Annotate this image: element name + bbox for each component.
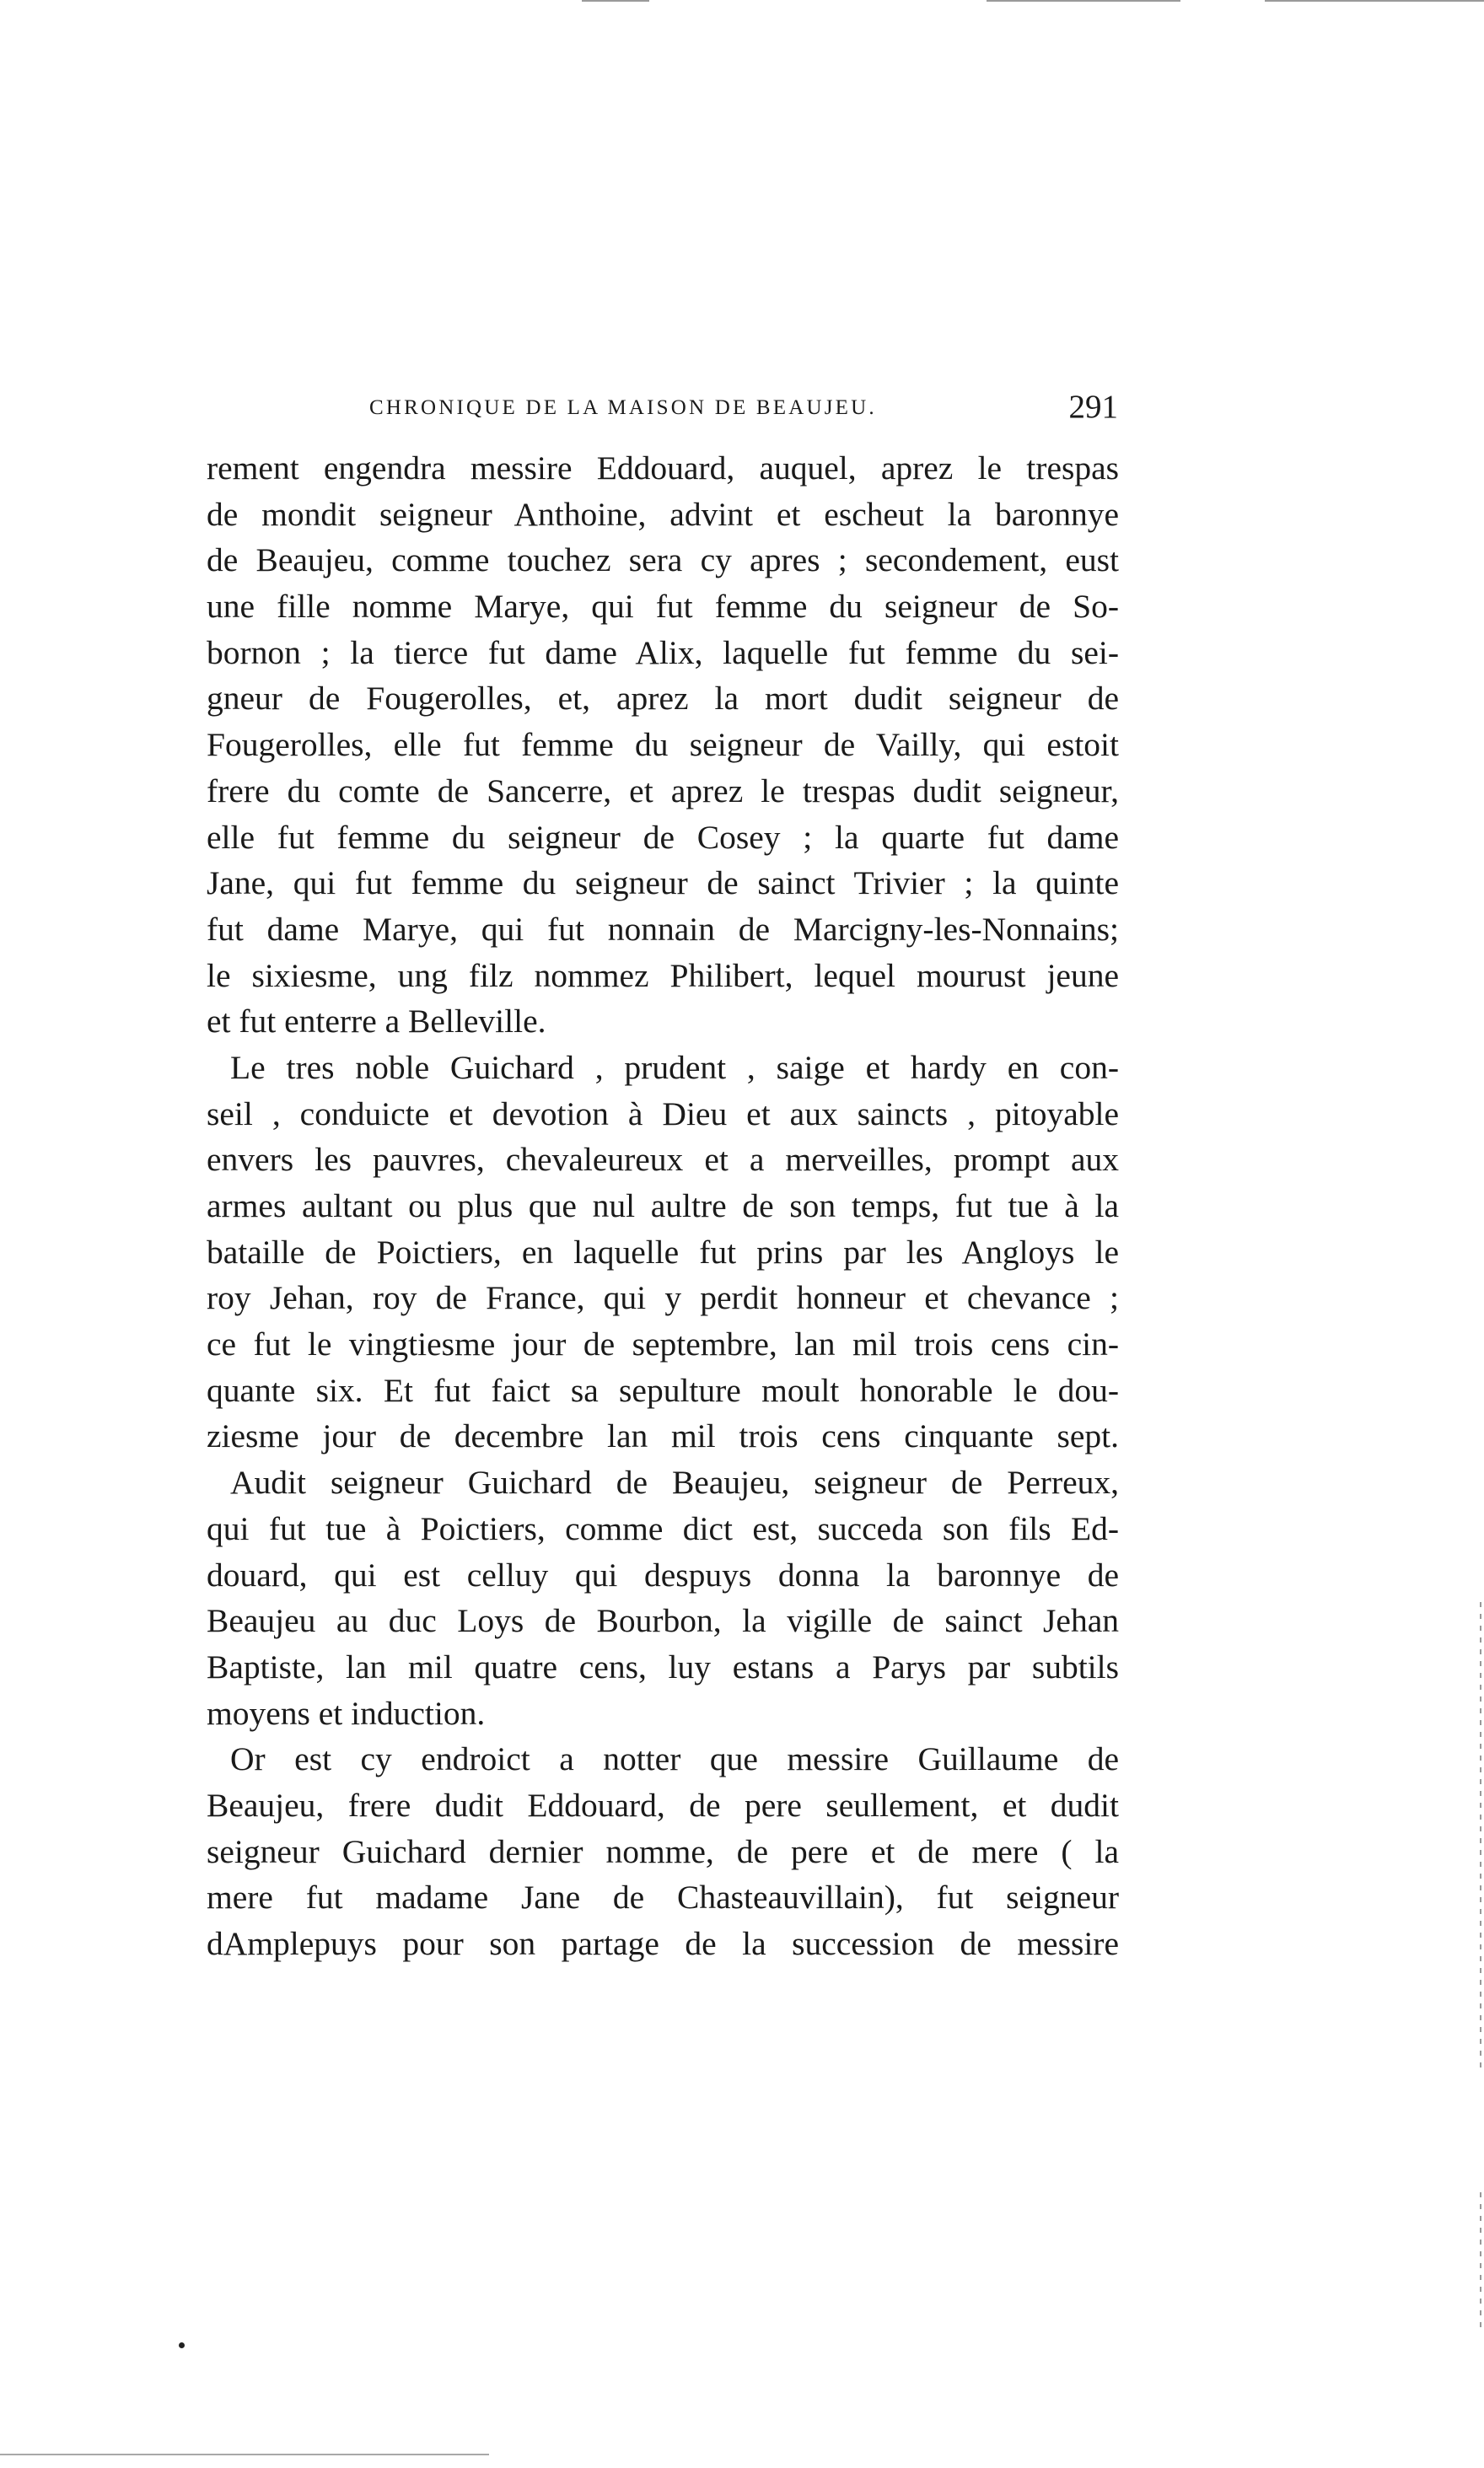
text-line: quante six. Et fut faict sa sepulture moult honorable le dou- <box>207 1371 1119 1409</box>
text-line: Jane, qui fut femme du seigneur de sainct Trivier ; la quinte <box>207 864 1119 902</box>
text-line: qui fut tue à Poictiers, comme dict est, succeda son fils Ed- <box>207 1509 1119 1547</box>
stray-dot-mark <box>179 2342 185 2348</box>
top-edge-mark <box>1265 0 1484 2</box>
text-line: de Beaujeu, comme touchez sera cy apres ; secondement, eust <box>207 541 1119 579</box>
text-line: Beaujeu au duc Loys de Bourbon, la vigille de sainct Jehan <box>207 1602 1119 1640</box>
text-line: ziesme jour de decembre lan mil trois cens cinquante sept. <box>207 1417 1119 1455</box>
text-line: fut dame Marye, qui fut nonnain de Marcigny-les-Nonnains; <box>207 910 1119 948</box>
text-line: armes aultant ou plus que nul aultre de son temps, fut tue à la <box>207 1187 1119 1224</box>
text-line: douard, qui est celluy qui despuys donna la baronnye de <box>207 1556 1119 1594</box>
body-text <box>207 445 1119 1967</box>
page-number: 291 <box>1068 389 1118 425</box>
text-line: rement engendra messire Eddouard, auquel, aprez le trespas <box>207 449 1119 487</box>
text-line: dAmplepuys pour son partage de la succession de messire <box>207 1925 1119 1962</box>
text-line: roy Jehan, roy de France, qui y perdit honneur et chevance ; <box>207 1279 1119 1317</box>
text-line: Baptiste, lan mil quatre cens, luy estans a Parys par subtils <box>207 1648 1119 1686</box>
right-edge-marks <box>1480 1602 1481 2074</box>
text-line: frere du comte de Sancerre, et aprez le trespas dudit seigneur, <box>207 772 1119 809</box>
text-line: Fougerolles, elle fut femme du seigneur de Vailly, qui estoit <box>207 726 1119 764</box>
text-line: de mondit seigneur Anthoine, advint et escheut la baronnye <box>207 495 1119 533</box>
text-line: Le tres noble Guichard , prudent , saige et hardy en con- <box>230 1048 1119 1086</box>
text-line: elle fut femme du seigneur de Cosey ; la quarte fut dame <box>207 818 1119 856</box>
text-line: gneur de Fougerolles, et, aprez la mort dudit seigneur de <box>207 680 1119 718</box>
bottom-edge-rule <box>0 2454 489 2455</box>
top-edge-mark <box>582 0 649 2</box>
text-line: Or est cy endroict a notter que messire Guillaume de <box>230 1740 1119 1778</box>
running-head <box>369 389 1118 427</box>
text-line: moyens et induction. <box>207 1694 486 1732</box>
right-edge-marks <box>1480 2192 1481 2327</box>
text-line: Beaujeu, frere dudit Eddouard, de pere seullement, et dudit <box>207 1786 1119 1824</box>
text-line: une fille nomme Marye, qui fut femme du seigneur de So- <box>207 588 1119 626</box>
text-line: et fut enterre a Belleville. <box>207 1003 546 1040</box>
text-line: bornon ; la tierce fut dame Alix, laquelle fut femme du sei- <box>207 633 1119 671</box>
text-line: le sixiesme, ung filz nommez Philibert, lequel mourust jeune <box>207 956 1119 994</box>
text-line: seigneur Guichard dernier nomme, de pere et de mere ( la <box>207 1832 1119 1870</box>
text-line: Audit seigneur Guichard de Beaujeu, seigneur de Perreux, <box>230 1464 1119 1502</box>
text-line: mere fut madame Jane de Chasteauvillain), fut seigneur <box>207 1879 1119 1917</box>
text-line: ce fut le vingtiesme jour de septembre, lan mil trois cens cin- <box>207 1325 1119 1363</box>
text-line: bataille de Poictiers, en laquelle fut prins par les Angloys le <box>207 1233 1119 1271</box>
top-edge-mark <box>987 0 1180 2</box>
text-line: envers les pauvres, chevaleureux et a merveilles, prompt aux <box>207 1141 1119 1179</box>
running-title: CHRONIQUE DE LA MAISON DE BEAUJEU. <box>369 396 877 419</box>
text-line: seil , conduicte et devotion à Dieu et aux saincts , pitoyable <box>207 1094 1119 1132</box>
